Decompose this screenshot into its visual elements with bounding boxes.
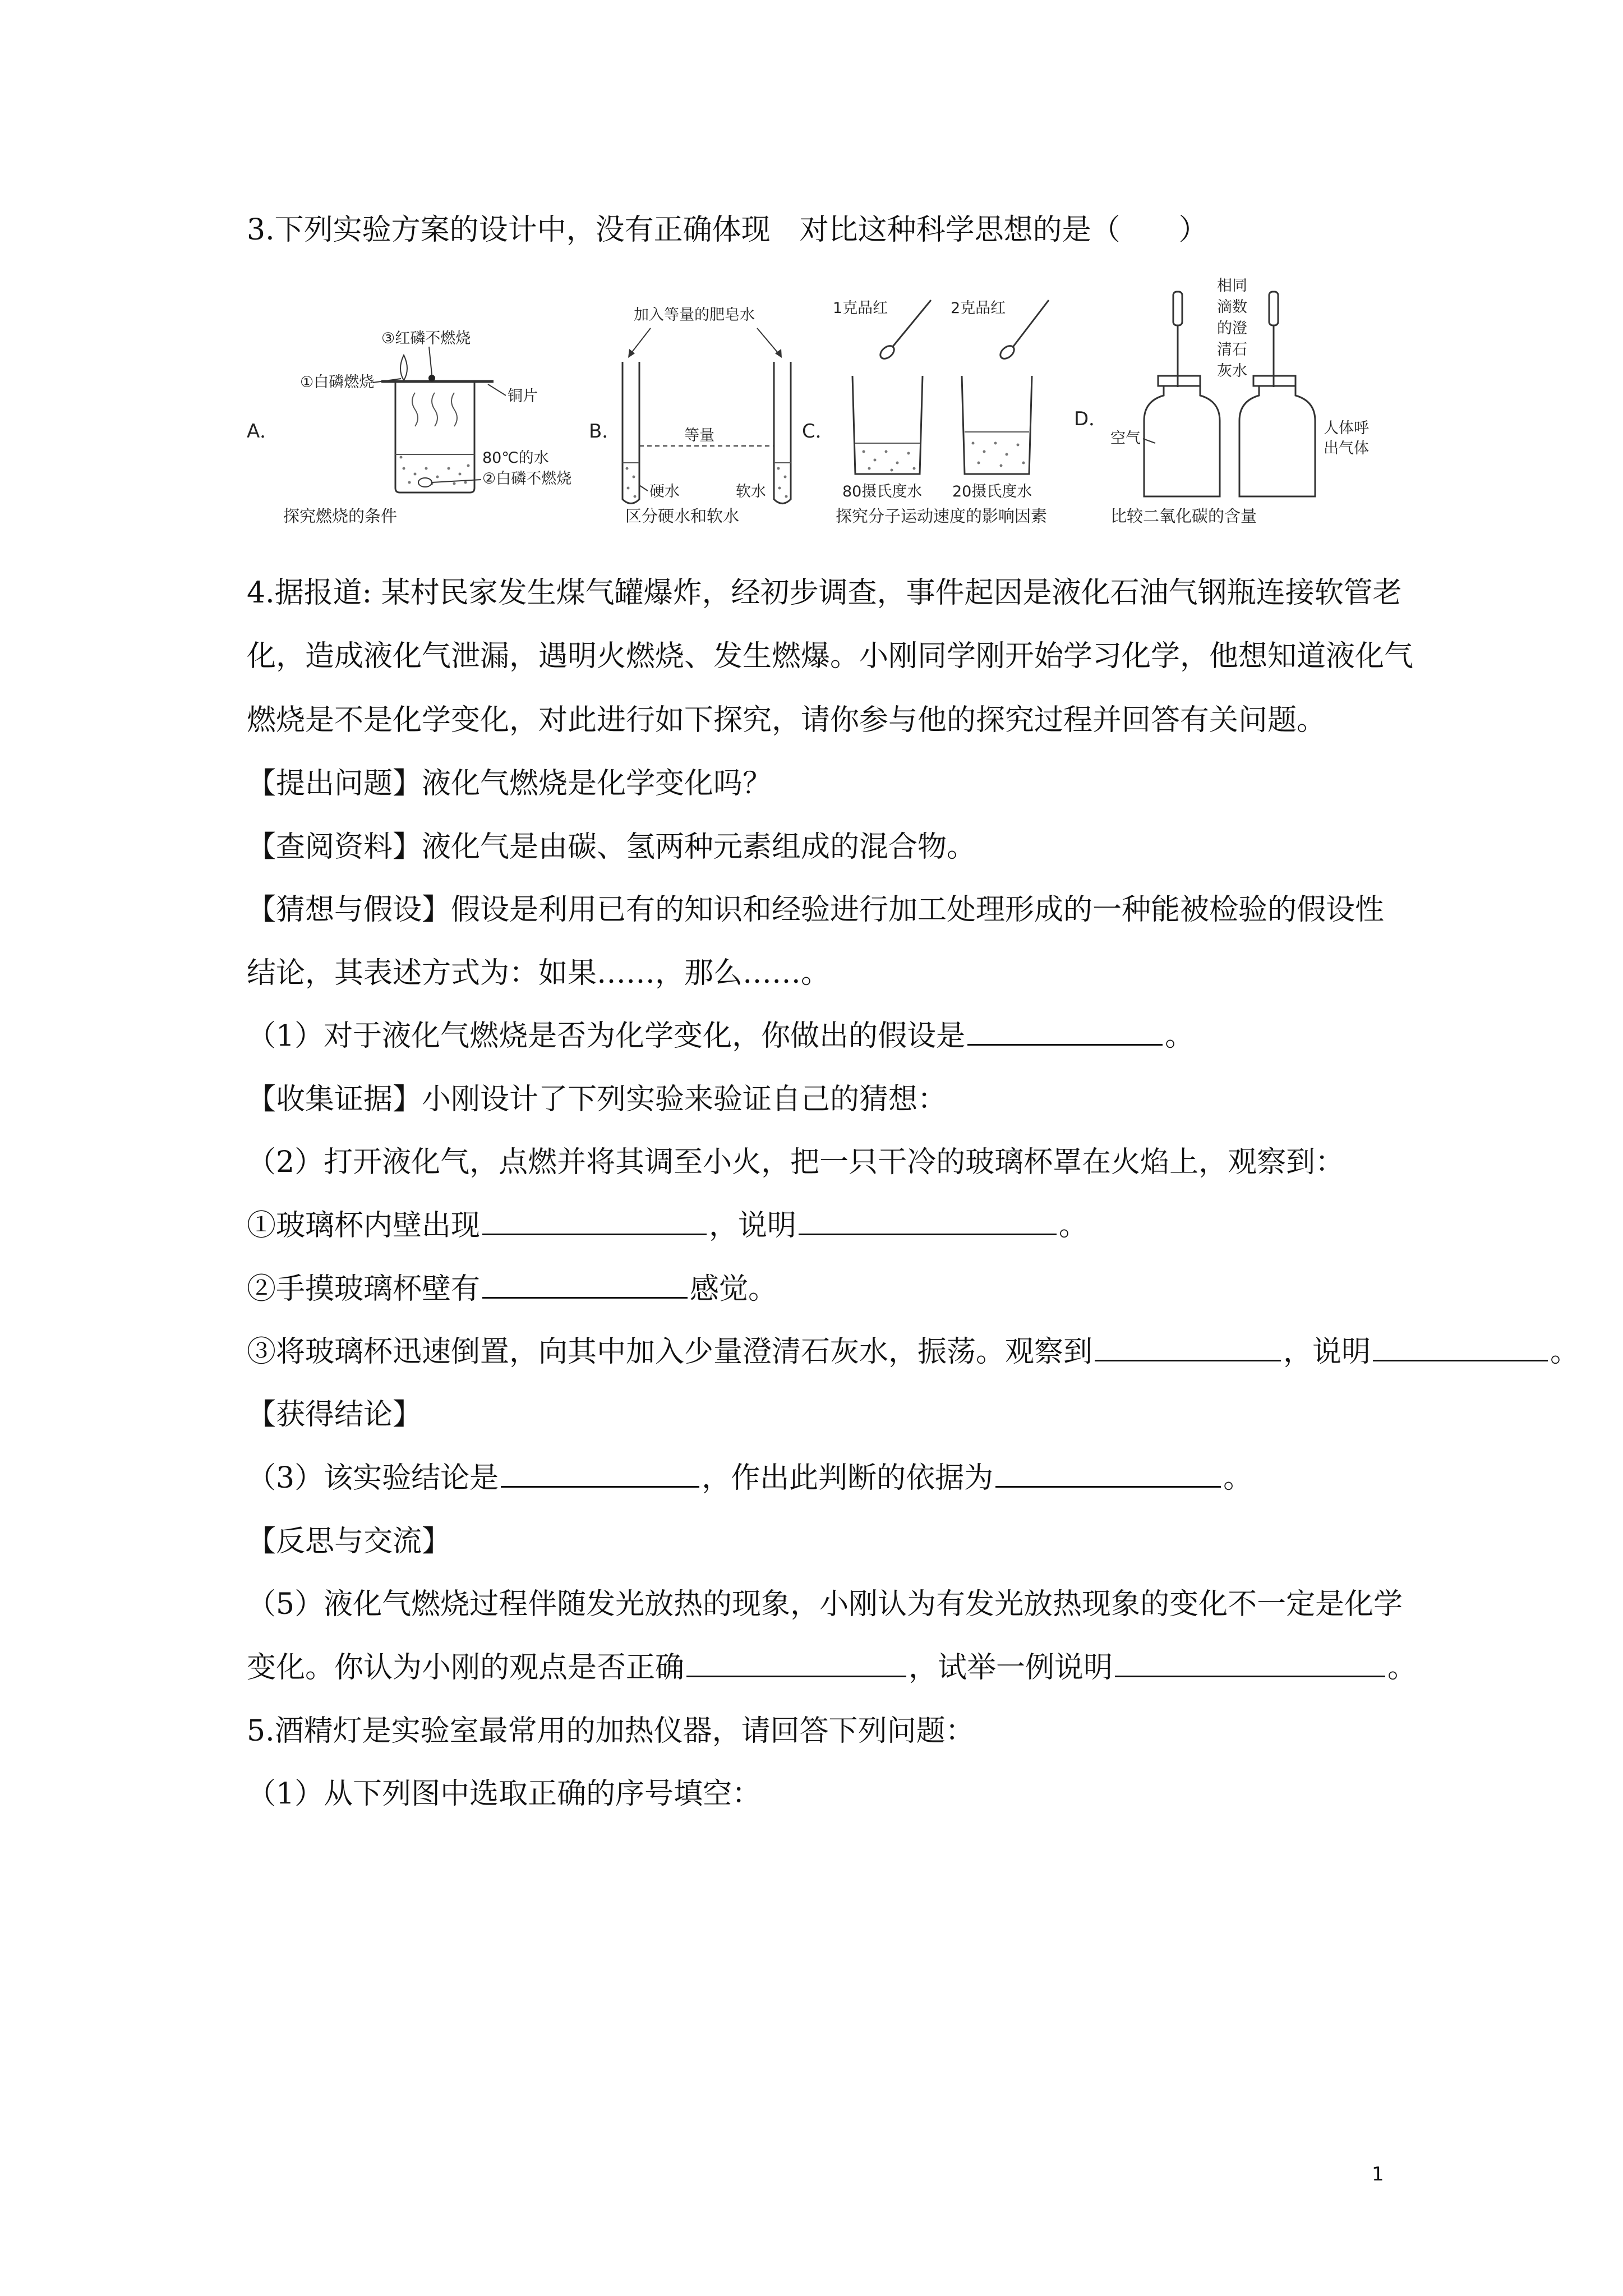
svg-text:灰水: 灰水: [1217, 362, 1247, 380]
svg-text:20摄氏度水: 20摄氏度水: [952, 483, 1032, 500]
caption-d: 比较二氧化碳的含量: [1110, 507, 1257, 526]
answer-blank[interactable]: [1115, 1650, 1385, 1677]
option-c-label: C．: [802, 420, 834, 443]
q4-part-5-line-1: （5）液化气燃烧过程伴随发光放热的现象，小刚认为有发光放热现象的变化不一定是化学: [247, 1588, 1403, 1621]
svg-text:清石: 清石: [1217, 341, 1247, 358]
svg-text:相同: 相同: [1217, 277, 1247, 295]
q4-intro-line-1: 4.据报道: 某村民家发生煤气罐爆炸，经初步调查，事件起因是液化石油气钢瓶连接软管老: [247, 576, 1402, 610]
figure-b: [589, 275, 824, 539]
bottle-icon: [1144, 376, 1315, 496]
q4-evidence: 【收集证据】小刚设计了下列实验来验证自己的猜想：: [247, 1083, 947, 1116]
svg-text:滴数: 滴数: [1217, 298, 1247, 316]
q5-part-1: （1）从下列图中选取正确的序号填空：: [247, 1777, 762, 1811]
q4-guess-line-1: 【猜想与假设】假设是利用已有的知识和经验进行加工处理形成的一种能被检验的假设性: [247, 893, 1385, 927]
svg-text:加入等量的肥皂水: 加入等量的肥皂水: [634, 306, 755, 324]
figure-d: [1071, 275, 1402, 539]
svg-text:①白磷燃烧: ①白磷燃烧: [300, 374, 375, 391]
q4-part-3: （3）该实验结论是 ，作出此判断的依据为 。: [247, 1461, 1253, 1495]
figure-a: [247, 275, 583, 539]
q4-info: 【查阅资料】液化气是由碳、氢两种元素组成的混合物。: [247, 830, 976, 864]
svg-text:80℃的水: 80℃的水: [482, 449, 549, 467]
q4-step-1: ①玻璃杯内壁出现 ，说明 。: [247, 1209, 1089, 1243]
option-b-label: B．: [589, 420, 621, 443]
q4-guess-line-2: 结论，其表述方式为：如果……，那么……。: [247, 956, 831, 990]
q4-part-2: （2）打开液化气，点燃并将其调至小火，把一只干冷的玻璃杯罩在火焰上，观察到：: [247, 1145, 1345, 1179]
answer-blank[interactable]: [967, 1018, 1163, 1046]
answer-blank[interactable]: [686, 1650, 906, 1677]
svg-text:80摄氏度水: 80摄氏度水: [842, 483, 923, 500]
answer-blank[interactable]: [1095, 1334, 1281, 1361]
q4-intro-line-2: 化，造成液化气泄漏，遇明火燃烧、发生燃爆。小刚同学刚开始学习化学，他想知道液化气: [247, 639, 1414, 673]
option-a-label: A．: [247, 420, 279, 443]
answer-blank[interactable]: [501, 1460, 699, 1488]
q4-step-2: ②手摸玻璃杯壁有 感觉。: [247, 1272, 778, 1306]
svg-text:③红磷不燃烧: ③红磷不燃烧: [381, 330, 471, 347]
svg-text:等量: 等量: [684, 427, 714, 444]
caption-a: 探究燃烧的条件: [283, 507, 398, 526]
q4-ask: 【提出问题】液化气燃烧是化学变化吗？: [247, 767, 772, 800]
option-d-label: D．: [1074, 408, 1108, 430]
caption-b: 区分硬水和软水: [625, 507, 740, 526]
svg-text:②白磷不燃烧: ②白磷不燃烧: [482, 470, 572, 487]
q4-part-5-line-2: 变化。你认为小刚的观点是否正确 ，试举一例说明 。: [247, 1651, 1417, 1685]
svg-text:1克品红: 1克品红: [833, 300, 888, 317]
q4-part-1: （1）对于液化气燃烧是否为化学变化，你做出的假设是 。: [247, 1019, 1195, 1053]
beaker-icon: [852, 376, 1032, 474]
answer-blank[interactable]: [482, 1271, 688, 1299]
caption-c: 探究分子运动速度的影响因素: [836, 507, 1048, 526]
svg-text:硬水: 硬水: [649, 483, 680, 500]
svg-text:人体呼: 人体呼: [1324, 420, 1369, 437]
q5-stem: 5.酒精灯是实验室最常用的加热仪器，请回答下列问题：: [247, 1714, 975, 1748]
q4-intro-line-3: 燃烧是不是化学变化，对此进行如下探究，请你参与他的探究过程并回答有关问题。: [247, 703, 1326, 737]
svg-text:2克品红: 2克品红: [951, 300, 1006, 317]
figure-c: [802, 275, 1060, 539]
answer-blank[interactable]: [799, 1208, 1057, 1235]
svg-text:的澄: 的澄: [1217, 320, 1247, 337]
answer-blank[interactable]: [1373, 1334, 1548, 1361]
answer-blank[interactable]: [482, 1208, 707, 1235]
svg-text:软水: 软水: [736, 483, 766, 500]
svg-text:出气体: 出气体: [1324, 440, 1369, 457]
q4-conclusion-heading: 【获得结论】: [247, 1398, 422, 1432]
svg-text:空气: 空气: [1110, 430, 1141, 447]
svg-text:铜片: 铜片: [508, 388, 538, 405]
q4-reflect-heading: 【反思与交流】: [247, 1525, 451, 1558]
page-number: 1: [1372, 2163, 1384, 2185]
q4-step-3: ③将玻璃杯迅速倒置，向其中加入少量澄清石灰水，振荡。观察到 ，说明 。: [247, 1335, 1580, 1369]
answer-blank[interactable]: [995, 1460, 1221, 1488]
q3-stem: 3.下列实验方案的设计中，没有正确体现 对比这种科学思想的是（ ）: [247, 213, 1208, 247]
